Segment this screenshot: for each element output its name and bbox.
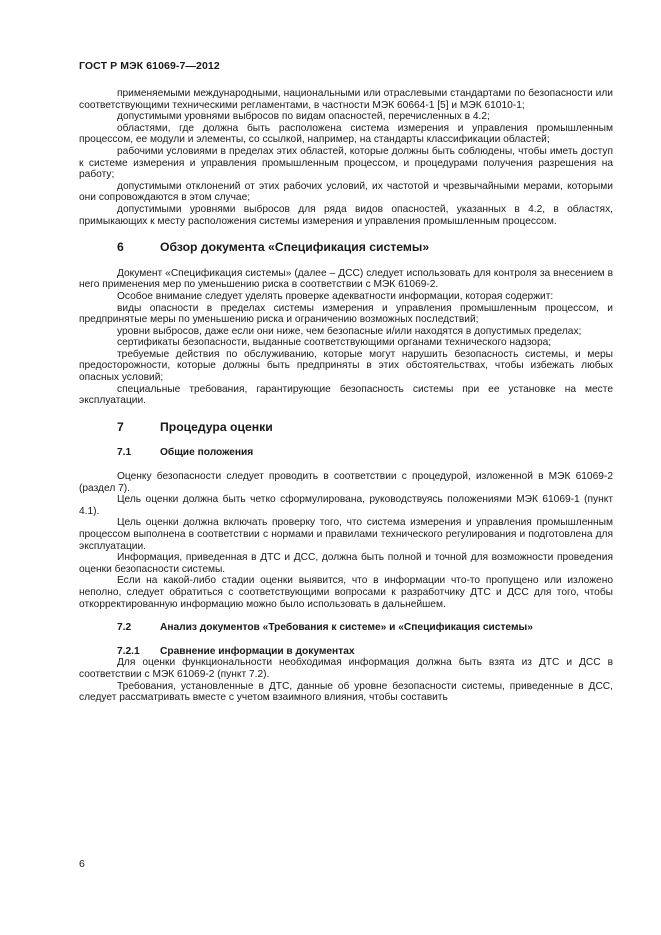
intro-paragraph: областями, где должна быть расположена система измерения и управления промышленным процессом, ее модули и элементы, со ссылкой, например, на стандарты классификации областей; bbox=[79, 122, 613, 146]
intro-paragraph: рабочими условиями в пределах этих областей, которые должны быть соблюдены, чтобы иметь доступ к системе измерения и управления промышленным процессом, и процедурами получения разрешения на работу; bbox=[79, 145, 613, 181]
subsection-title: Общие положения bbox=[160, 447, 254, 459]
intro-paragraph: допустимыми уровнями выбросов по видам опасностей, перечисленных в 4.2; bbox=[117, 111, 490, 123]
intro-paragraph: допустимыми уровнями выбросов для ряда видов опасностей, указанных в 4.2, в областях, примыкающих к месту расположения системы измерения и управления промышленным процессом. bbox=[79, 203, 613, 227]
subsection-7-1-paragraph: Если на какой-либо стадии оценки выявится, что в информации что-то пропущено или изложено неполно, следует обратиться с соответствующими вопросами к разработчику ДТС и ДСС для того, чтобы откорректированную информацию можно было использовать в дальнейшем. bbox=[79, 575, 613, 610]
section-6-paragraph: Особое внимание следует уделять проверке адекватности информации, которая содержит: bbox=[117, 290, 554, 302]
subsection-title: Анализ документов «Требования к системе» и «Спецификация системы» bbox=[160, 622, 533, 634]
subsection-7-2-1-paragraph: Требования, установленные в ДТС, данные об уровне безопасности системы, приведенные в ДСС, следует рассматривать вместе с учетом взаимного влияния, чтобы составить bbox=[79, 680, 613, 704]
page-body bbox=[79, 88, 613, 704]
subsection-7-1-paragraph: Информация, приведенная в ДТС и ДСС, должна быть полной и точной для возможности проведения оценки безопасности системы. bbox=[79, 552, 613, 575]
subsection-7-1-paragraph: Оценку безопасности следует проводить в соответствии с процедурой, изложенной в МЭК 61069-2 (раздел 7). bbox=[79, 471, 613, 494]
section-title: Обзор документа «Спецификация системы» bbox=[160, 240, 430, 255]
section-6-paragraph: требуемые действия по обслуживанию, которые могут нарушить безопасность системы, и меры предосторожности, которые должны быть предприняты в этих обстоятельствах, чтобы избежать любых опасных условий; bbox=[79, 348, 613, 384]
section-6-paragraph: Документ «Спецификация системы» (далее – ДСС) следует использовать для контроля за внесением в него применения мер по уменьшению риска в соответствии с МЭК 61069-2. bbox=[79, 267, 613, 291]
section-title: Процедура оценки bbox=[160, 419, 273, 434]
section-number: 7 bbox=[117, 419, 124, 434]
intro-paragraph: допустимыми отклонений от этих рабочих условий, их частотой и чрезвычайными мерами, которыми они сопровождаются в этом случае; bbox=[79, 180, 613, 204]
subsection-number: 7.2 bbox=[117, 622, 132, 634]
section-6-paragraph: сертификаты безопасности, выданные соответствующими органами технического надзора; bbox=[117, 337, 552, 349]
page-header: ГОСТ Р МЭК 61069-7—2012 bbox=[79, 60, 220, 72]
section-number: 6 bbox=[117, 240, 124, 255]
subsection-number: 7.2.1 bbox=[117, 645, 140, 657]
subsection-7-1-heading bbox=[117, 447, 613, 459]
subsection-7-1-paragraph: Цель оценки должна включать проверку того, что система измерения и управления промышленным процессом выполнена в соответствии с нормами и правилами технического регулирования и подготовлена для эксплуатации. bbox=[79, 517, 613, 552]
subsection-7-2-heading bbox=[117, 622, 613, 634]
subsection-7-2-1-paragraph: Для оценки функциональности необходимая информация должна быть взята из ДТС и ДСС в соответствии с МЭК 61069-2 (пункт 7.2). bbox=[79, 657, 613, 680]
subsection-7-1-paragraph: Цель оценки должна быть четко сформулирована, руководствуясь положениями МЭК 61069-1 (пункт 4.1). bbox=[79, 494, 613, 517]
section-6-heading bbox=[117, 242, 613, 254]
page-number: 6 bbox=[79, 858, 85, 870]
subsection-number: 7.1 bbox=[117, 447, 132, 459]
subsection-7-2-1-heading bbox=[117, 646, 613, 658]
section-6-paragraph: специальные требования, гарантирующие безопасность системы при ее установке на месте эксплуатации. bbox=[79, 383, 613, 407]
intro-paragraph: применяемыми международными, национальными или отраслевыми стандартами по безопасности или соответствующими техническими регламентами, в частности МЭК 60664-1 [5] и МЭК 61010-1; bbox=[79, 88, 613, 111]
section-7-heading bbox=[117, 419, 613, 434]
section-6-paragraph: виды опасности в пределах системы измерения и управления промышленным процессом, и предпринятые меры по уменьшению риска и ограничению возможных последствий; bbox=[79, 302, 613, 326]
section-6-paragraph: уровни выбросов, даже если они ниже, чем безопасные и/или находятся в допустимых пределах; bbox=[117, 325, 582, 337]
subsection-title: Сравнение информации в документах bbox=[160, 645, 355, 657]
